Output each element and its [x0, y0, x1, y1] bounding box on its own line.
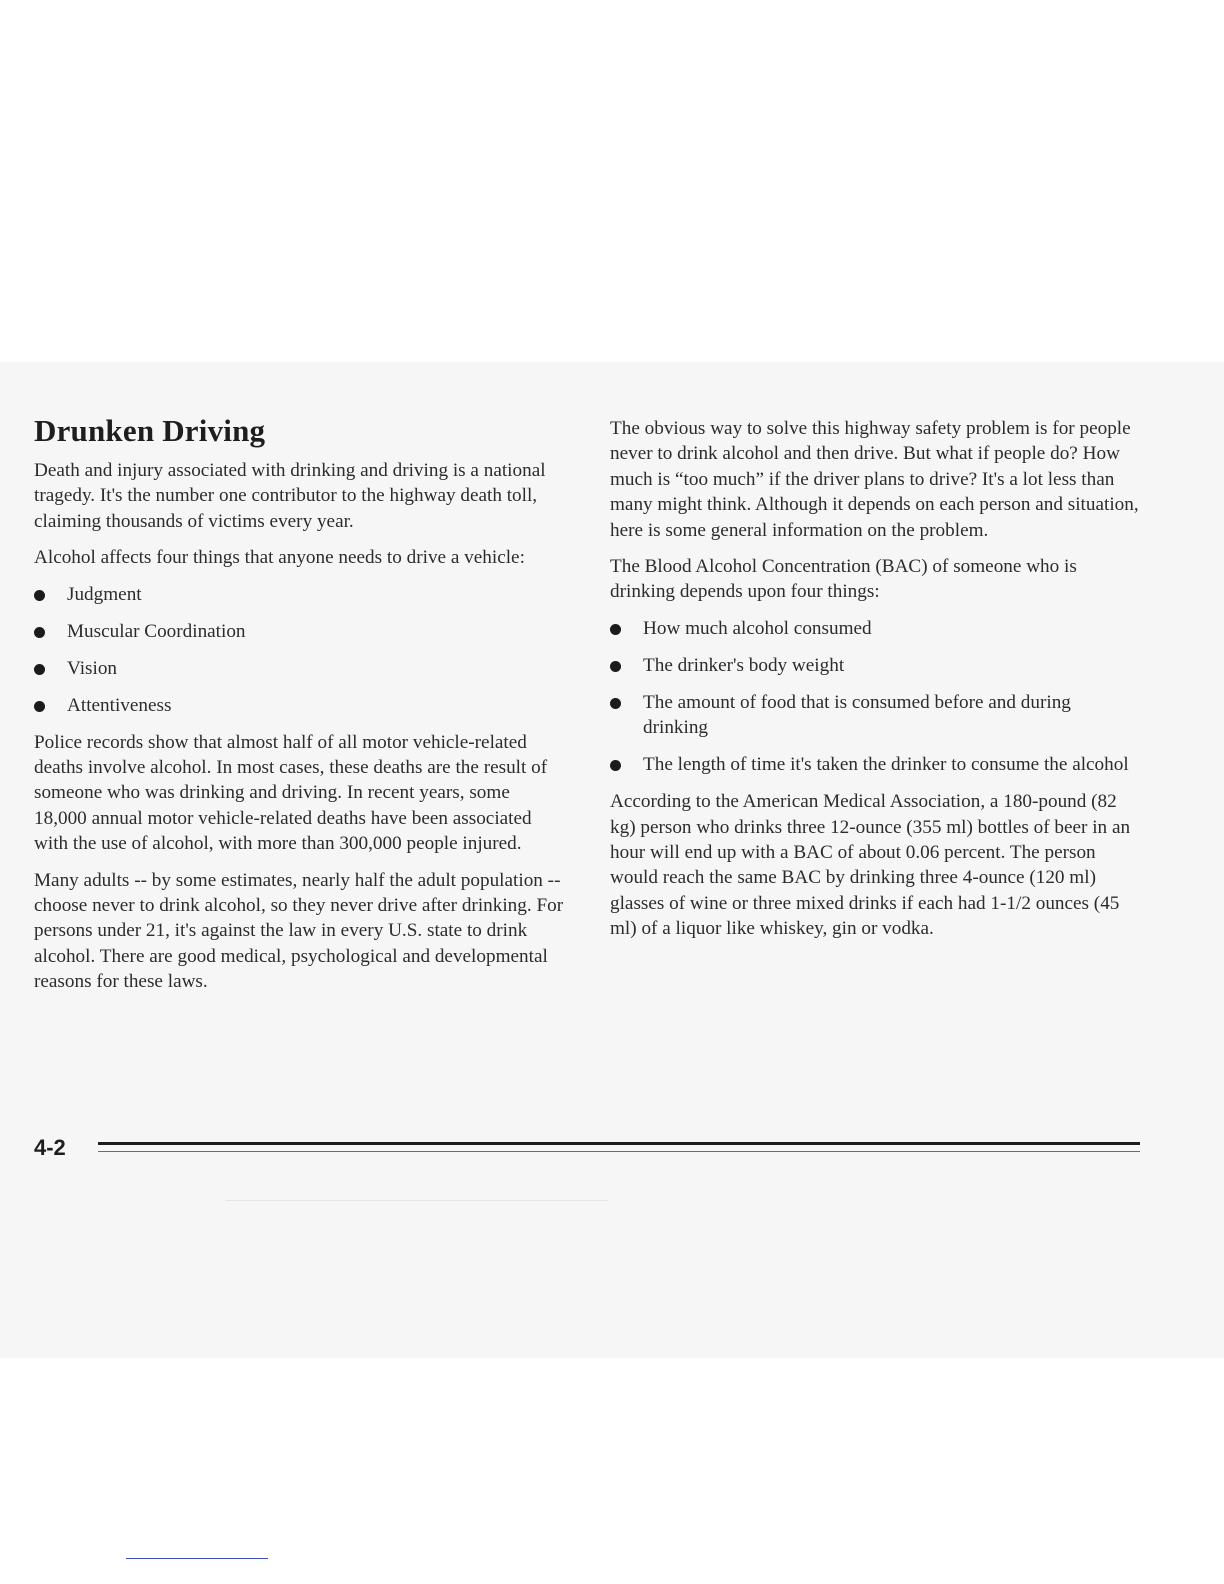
list-item-label: Judgment: [67, 583, 142, 605]
list-item: [34, 693, 566, 718]
bullet-dot-icon: [610, 624, 621, 635]
list-item-label: The length of time it's taken the drinker to consume the alcohol: [643, 754, 1129, 776]
safety-problem-paragraph: The obvious way to solve this highway safety problem is for people never to drink alcohol and then drive. But what if people do? How much is “too much” if the driver plans to drive? It's a lot less than many might think. Although it depends on each person and situation, here is some general information on the problem.: [610, 418, 1139, 541]
list-item-label: Vision: [67, 657, 118, 679]
list-item: [610, 752, 1140, 777]
list-item: [34, 619, 566, 644]
list-item-label: The amount of food that is consumed before and during drinking: [643, 691, 1071, 739]
bottom-underline: [126, 1558, 268, 1559]
faint-divider: [226, 1200, 608, 1201]
right-column: [610, 416, 1140, 953]
list-item-label: The drinker's body weight: [643, 654, 845, 676]
list-item: [610, 690, 1140, 741]
ama-paragraph: According to the American Medical Association, a 180-pound (82 kg) person who drinks three 12-ounce (355 ml) bottles of beer in an hour will end up with a BAC of about 0.06 percent. The person would reach the same BAC by drinking three 4-ounce (120 ml) glasses of wine or three mixed drinks if each had 1-1/2 ounces (45 ml) of a liquor like whiskey, gin or vodka.: [610, 791, 1131, 940]
footer-rule-thick: [98, 1142, 1140, 1145]
bullet-dot-icon: [34, 664, 45, 675]
driving-abilities-list: [34, 582, 566, 718]
list-item-label: How much alcohol consumed: [643, 617, 872, 639]
list-item-label: Attentiveness: [67, 694, 172, 716]
alcohol-affects-paragraph: Alcohol affects four things that anyone needs to drive a vehicle:: [34, 547, 525, 569]
bullet-dot-icon: [34, 627, 45, 638]
list-item: [34, 582, 566, 607]
bullet-dot-icon: [34, 590, 45, 601]
list-item: [610, 653, 1140, 678]
bac-paragraph: The Blood Alcohol Concentration (BAC) of someone who is drinking depends upon four things:: [610, 556, 1077, 603]
footer-rule-thin: [98, 1151, 1140, 1152]
list-item-label: Muscular Coordination: [67, 620, 246, 642]
bullet-dot-icon: [34, 701, 45, 712]
section-title: Drunken Driving: [34, 413, 266, 448]
page-footer: [34, 1134, 1140, 1174]
many-adults-paragraph: Many adults -- by some estimates, nearly half the adult population -- choose never to drink alcohol, so they never drive after drinking. For persons under 21, it's against the law in every U.S. state to drink alcohol. There are good medical, psychological and developmental reasons for these laws.: [34, 869, 564, 993]
police-records-paragraph: Police records show that almost half of all motor vehicle-related deaths involve alcohol. In most cases, these deaths are the result of someone who was drinking and driving. In recent years, some 18,000 annual motor vehicle-related deaths have been associated with the use of alcohol, with more than 300,000 people injured.: [34, 731, 548, 855]
bullet-dot-icon: [610, 760, 621, 771]
bullet-dot-icon: [610, 661, 621, 672]
left-column: [34, 412, 566, 1006]
intro-paragraph: Death and injury associated with drinking and driving is a national tragedy. It's the number one contributor to the highway death toll, claiming thousands of victims every year.: [34, 460, 546, 532]
list-item: [610, 616, 1140, 641]
bullet-dot-icon: [610, 698, 621, 709]
bac-factors-list: [610, 616, 1140, 778]
list-item: [34, 656, 566, 681]
page-number: 4-2: [34, 1135, 66, 1160]
